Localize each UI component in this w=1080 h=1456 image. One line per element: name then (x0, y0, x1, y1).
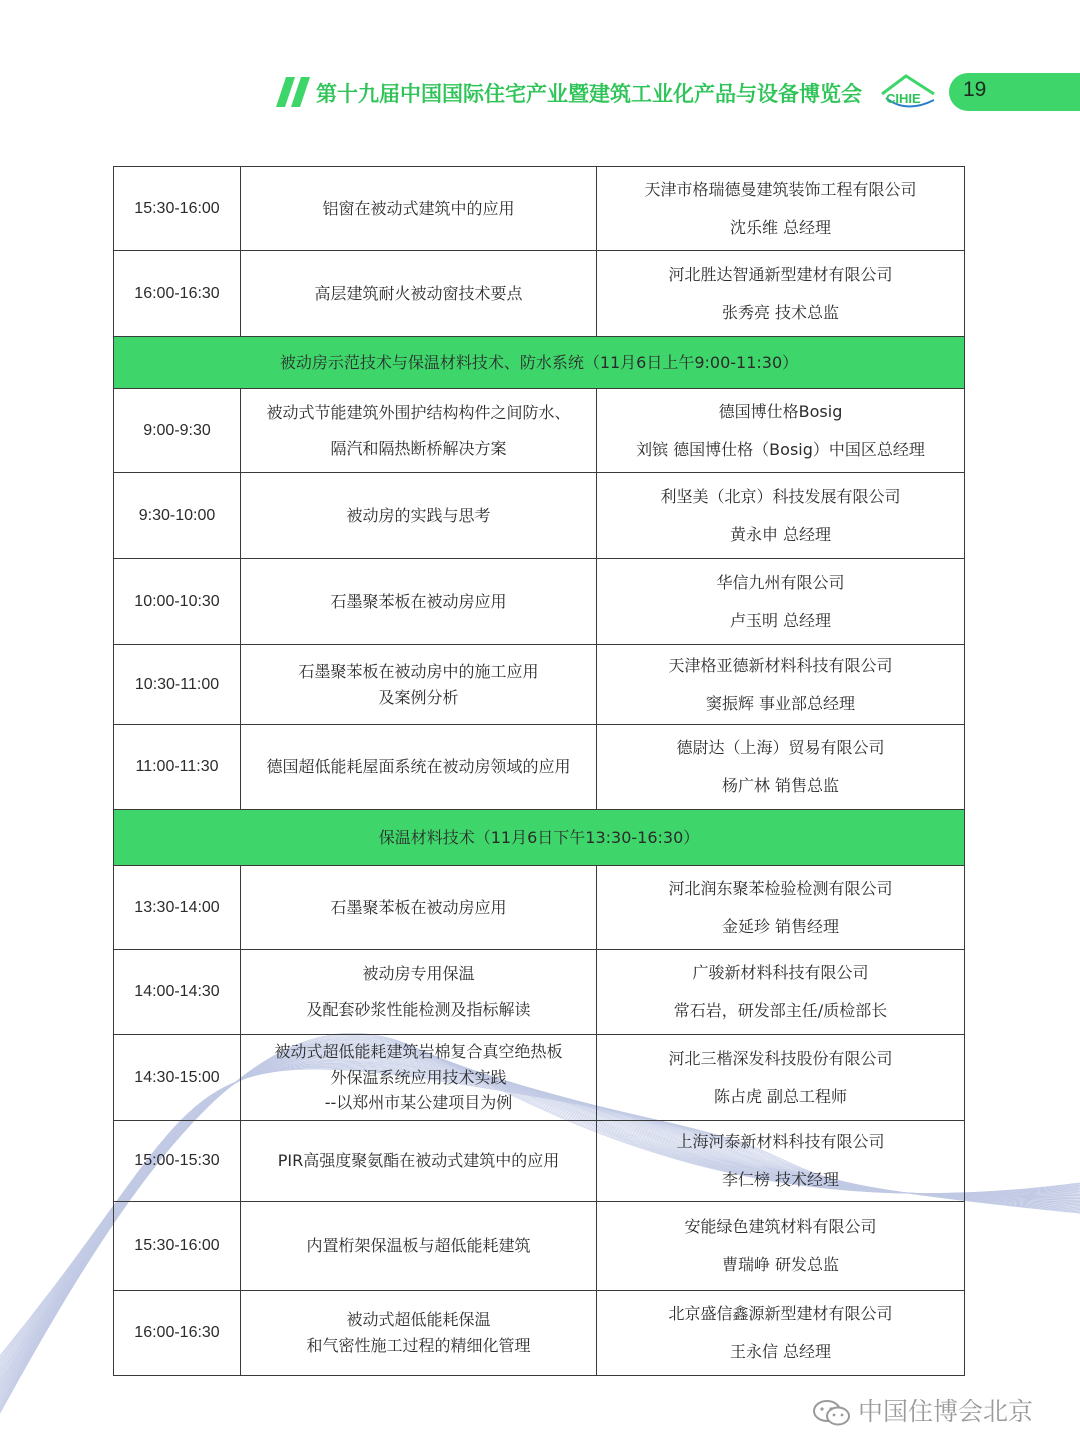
session-row (114, 725, 965, 810)
session-row (114, 1202, 965, 1291)
speaker-cell (597, 645, 965, 725)
session-row (114, 866, 965, 950)
speaker-name: 曹瑞峥 研发总监 (721, 1255, 840, 1274)
company-name: 天津格亚德新材料科技有限公司 (668, 655, 893, 675)
session-row (114, 1121, 965, 1202)
session-time: 13:30-14:00 (114, 866, 241, 950)
cihie-logo (876, 70, 942, 114)
company-name: 安能绿色建筑材料有限公司 (684, 1217, 877, 1237)
speaker-name: 陈占虎 副总工程师 (713, 1086, 848, 1106)
topic-line: 德国超低能耗屋面系统在被动房领域的应用 (266, 757, 571, 777)
speaker-cell (597, 725, 965, 810)
topic-line: 被动式节能建筑外围护结构构件之间防水、 (266, 402, 571, 422)
session-topic (241, 251, 597, 337)
speaker-name: 常石岩，研发部主任/质检部长 (673, 1001, 888, 1020)
speaker-cell (597, 1121, 965, 1202)
watermark-text: 中国住博会北京 (858, 1397, 1034, 1426)
speaker-cell (597, 1035, 965, 1121)
session-row (114, 559, 965, 645)
session-row (114, 251, 965, 337)
session-topic (241, 950, 597, 1035)
speaker-name: 黄永申 总经理 (729, 524, 832, 544)
topic-line: 高层建筑耐火被动窗技术要点 (314, 283, 523, 303)
topic-line: 及配套砂浆性能检测及指标解读 (306, 1000, 531, 1019)
session-time: 16:00-16:30 (114, 1291, 241, 1376)
company-name: 华信九州有限公司 (716, 572, 845, 592)
section-header-row (114, 810, 965, 866)
schedule-table (113, 166, 965, 1376)
speaker-name: 刘镔 德国博仕格（Bosig）中国区总经理 (636, 439, 925, 459)
session-row (114, 950, 965, 1035)
session-time: 16:00-16:30 (114, 251, 241, 337)
session-time: 9:00-9:30 (114, 389, 241, 473)
topic-line: 和气密性施工过程的精细化管理 (306, 1336, 531, 1355)
topic-line: 外保温系统应用技术实践 (330, 1067, 507, 1087)
topic-line: 被动房的实践与思考 (346, 505, 491, 525)
section-title: 保温材料技术（11月6日下午13:30-16:30） (114, 810, 965, 866)
double-slash-icon (276, 77, 312, 107)
session-topic (241, 725, 597, 810)
session-row (114, 1291, 965, 1376)
wechat-watermark (812, 1392, 1033, 1428)
company-name: 北京盛信鑫源新型建材有限公司 (668, 1304, 893, 1324)
session-row (114, 1035, 965, 1121)
section-header-row (114, 337, 965, 389)
company-name: 德国博仕格Bosig (718, 401, 843, 421)
section-title: 被动房示范技术与保温材料技术、防水系统（11月6日上午9:00-11:30） (114, 337, 965, 389)
topic-line: 隔汽和隔热断桥解决方案 (330, 438, 507, 458)
speaker-cell (597, 559, 965, 645)
company-name: 德尉达（上海）贸易有限公司 (676, 738, 885, 758)
speaker-cell (597, 1202, 965, 1291)
session-row (114, 389, 965, 473)
company-name: 河北三楷深发科技股份有限公司 (668, 1048, 893, 1068)
topic-line: 被动式超低能耗建筑岩棉复合真空绝热板 (274, 1042, 563, 1062)
speaker-cell (597, 251, 965, 337)
session-topic (241, 1121, 597, 1202)
speaker-cell (597, 866, 965, 950)
company-name: 天津市格瑞德曼建筑装饰工程有限公司 (644, 179, 917, 199)
topic-line: 石墨聚苯板在被动房中的施工应用 (298, 661, 539, 681)
speaker-name: 窦振辉 事业部总经理 (705, 693, 856, 713)
company-name: 河北润东聚苯检验检测有限公司 (668, 878, 893, 898)
session-topic (241, 1291, 597, 1376)
session-row (114, 167, 965, 251)
session-time: 15:30-16:00 (114, 167, 241, 251)
topic-line: 被动式超低能耗保温 (346, 1310, 491, 1330)
session-topic (241, 167, 597, 251)
company-name: 广骏新材料科技有限公司 (692, 963, 869, 983)
session-time: 15:30-16:00 (114, 1202, 241, 1291)
speaker-cell (597, 1291, 965, 1376)
topic-line: PIR高强度聚氨酯在被动式建筑中的应用 (277, 1151, 560, 1171)
company-name: 河北胜达智通新型建材有限公司 (668, 264, 893, 284)
session-time: 9:30-10:00 (114, 473, 241, 559)
topic-line: 内置桁架保温板与超低能耗建筑 (306, 1236, 531, 1256)
session-time: 14:00-14:30 (114, 950, 241, 1035)
speaker-name: 王永信 总经理 (729, 1342, 832, 1361)
company-name: 利坚美（北京）科技发展有限公司 (660, 486, 901, 506)
logo-text: CIHIE (886, 91, 921, 106)
topic-line: --以郑州市某公建项目为例 (324, 1093, 513, 1113)
session-topic (241, 559, 597, 645)
session-time: 15:00-15:30 (114, 1121, 241, 1202)
page-number: 19 (963, 78, 987, 101)
topic-line: 被动房专用保温 (362, 964, 475, 984)
speaker-cell (597, 389, 965, 473)
speaker-name: 金延珍 销售经理 (721, 916, 840, 936)
speaker-cell (597, 950, 965, 1035)
speaker-name: 沈乐维 总经理 (729, 217, 832, 237)
session-topic (241, 866, 597, 950)
session-topic (241, 645, 597, 725)
company-name: 上海河泰新材料科技有限公司 (676, 1132, 885, 1152)
speaker-name: 卢玉明 总经理 (729, 610, 832, 630)
session-topic (241, 1202, 597, 1291)
session-time: 10:00-10:30 (114, 559, 241, 645)
topic-line: 石墨聚苯板在被动房应用 (330, 897, 507, 917)
session-row (114, 645, 965, 725)
speaker-name: 李仁榜 技术经理 (721, 1170, 840, 1189)
topic-line: 及案例分析 (378, 687, 459, 707)
session-topic (241, 389, 597, 473)
page-header (0, 0, 1080, 130)
session-time: 14:30-15:00 (114, 1035, 241, 1121)
topic-line: 石墨聚苯板在被动房应用 (330, 591, 507, 611)
session-topic (241, 473, 597, 559)
session-time: 10:30-11:00 (114, 645, 241, 725)
session-time: 11:00-11:30 (114, 725, 241, 810)
speaker-name: 杨广林 销售总监 (721, 776, 840, 795)
session-topic (241, 1035, 597, 1121)
topic-line: 铝窗在被动式建筑中的应用 (322, 198, 515, 218)
session-row (114, 473, 965, 559)
speaker-cell (597, 473, 965, 559)
speaker-name: 张秀亮 技术总监 (721, 302, 840, 322)
header-title: 第十九届中国国际住宅产业暨建筑工业化产品与设备博览会 (316, 81, 862, 106)
page-number-tab (949, 73, 1080, 111)
wechat-icon (812, 1398, 852, 1428)
speaker-cell (597, 167, 965, 251)
